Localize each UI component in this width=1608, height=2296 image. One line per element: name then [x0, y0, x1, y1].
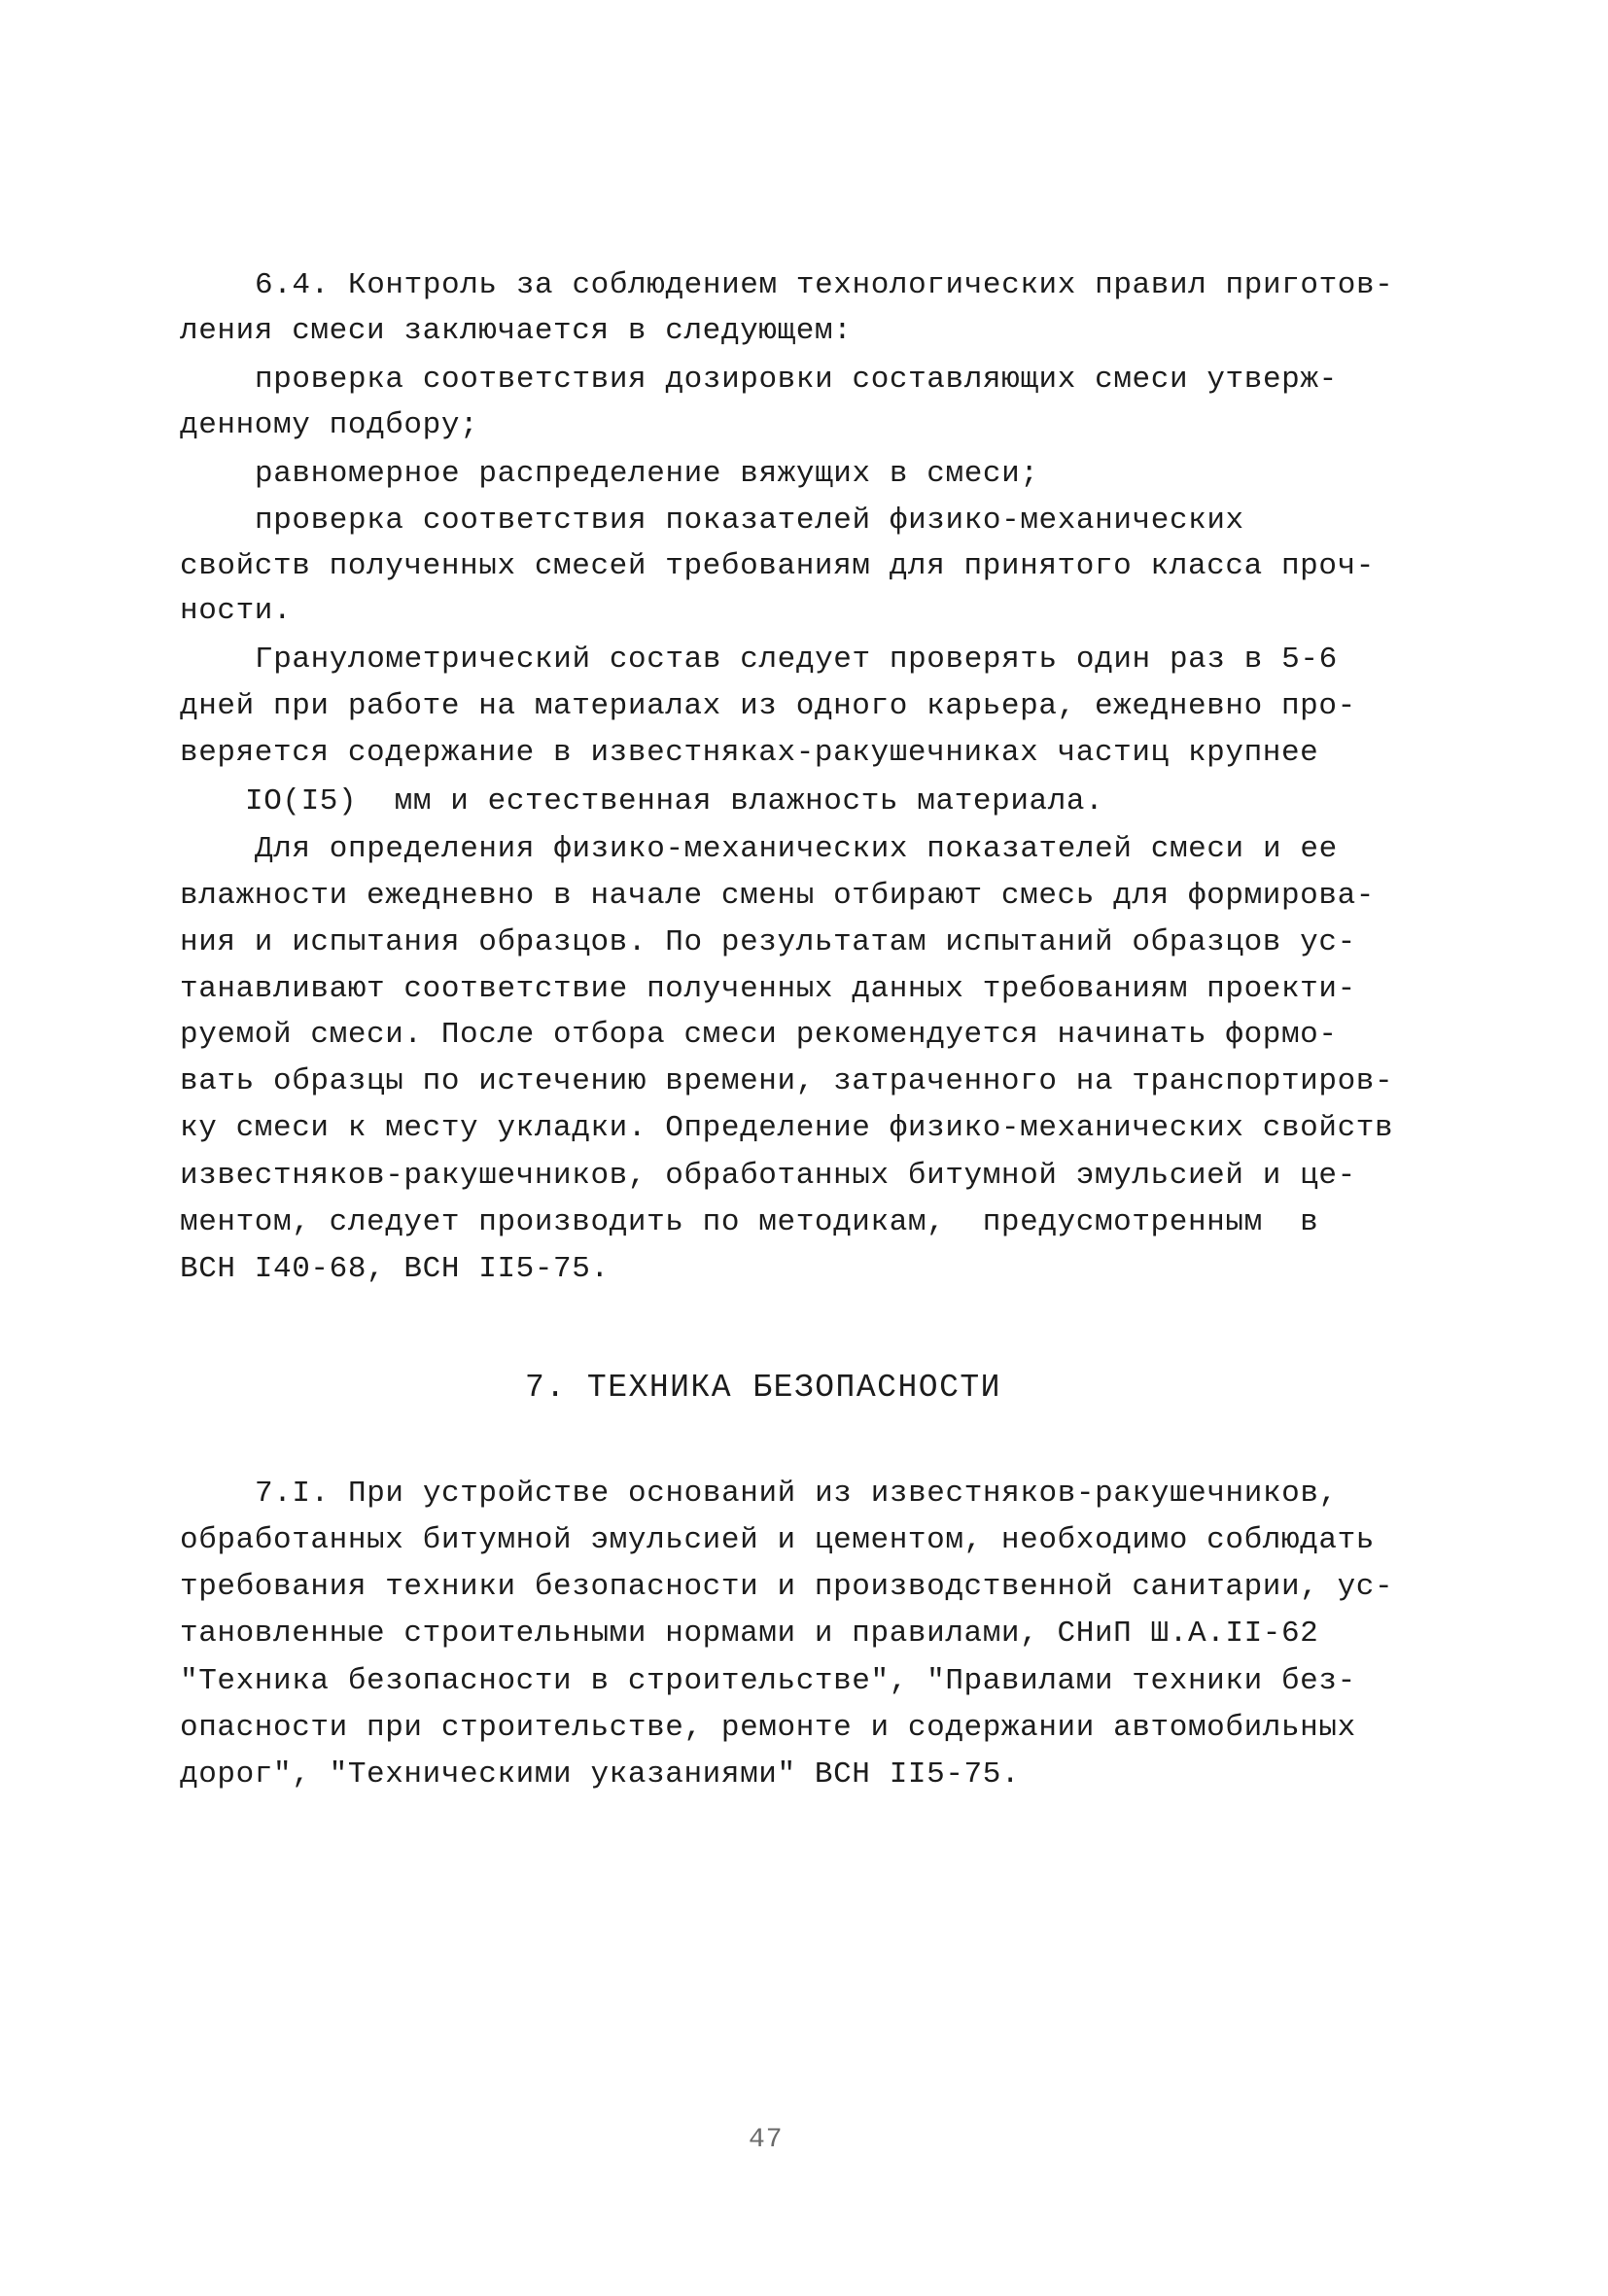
paragraph-line: ку смеси к месту укладки. Определение физико-механических свойств [180, 1111, 1394, 1145]
paragraph-line: ментом, следует производить по методикам, предусмотренным в [180, 1205, 1319, 1239]
paragraph-7-1-line: 7.I. При устройстве оснований из известняков-ракушечников, [255, 1477, 1338, 1511]
list-item-line: ности. [180, 594, 293, 628]
section-heading: 7. ТЕХНИКА БЕЗОПАСНОСТИ [525, 1370, 1001, 1406]
list-item-line: проверка соответствия показателей физико-механических [255, 504, 1244, 538]
list-item-line: равномерное распределение вяжущих в смеси; [255, 457, 1039, 491]
paragraph-line: влажности ежедневно в начале смены отбирают смесь для формирова- [180, 879, 1375, 913]
paragraph-7-1-line: требования техники безопасности и производственной санитарии, ус- [180, 1570, 1394, 1604]
paragraph-6-4-line: ления смеси заключается в следующем: [180, 314, 853, 348]
paragraph-line: вать образцы по истечению времени, затраченного на транспортиров- [180, 1064, 1394, 1098]
list-item-line: свойств полученных смесей требованиям для принятого класса проч- [180, 549, 1375, 583]
paragraph-line: ния и испытания образцов. По результатам испытаний образцов ус- [180, 925, 1356, 959]
page-number: 47 [749, 2125, 784, 2155]
paragraph-line: Гранулометрический состав следует проверять один раз в 5-6 [255, 643, 1338, 677]
list-item-line: проверка соответствия дозировки составляющих смеси утверж- [255, 363, 1338, 397]
paragraph-line: дней при работе на материалах из одного карьера, ежедневно про- [180, 689, 1356, 723]
paragraph-6-4-line: 6.4. Контроль за соблюдением технологических правил приготов- [255, 268, 1394, 302]
paragraph-7-1-line: "Техника безопасности в строительстве", "Правилами техники без- [180, 1664, 1356, 1698]
paragraph-7-1-line: дорог", "Техническими указаниями" ВСН II5-75. [180, 1757, 1021, 1792]
paragraph-7-1-line: тановленные строительными нормами и правилами, СНиП Ш.А.II-62 [180, 1617, 1319, 1651]
paragraph-line: руемой смеси. После отбора смеси рекомендуется начинать формо- [180, 1018, 1338, 1052]
paragraph-line: танавливают соответствие полученных данных требованиям проекти- [180, 972, 1356, 1006]
paragraph-line: веряется содержание в известняках-ракушечниках частиц крупнее [180, 736, 1319, 770]
paragraph-line: известняков-ракушечников, обработанных битумной эмульсией и це- [180, 1159, 1356, 1193]
paragraph-7-1-line: обработанных битумной эмульсией и цементом, необходимо соблюдать [180, 1523, 1375, 1557]
paragraph-7-1-line: опасности при строительстве, ремонте и содержании автомобильных [180, 1711, 1356, 1745]
paragraph-line: IO(I5) мм и естественная влажность материала. [245, 784, 1104, 818]
paragraph-line: Для определения физико-механических показателей смеси и ее [255, 832, 1338, 866]
list-item-line: денному подбору; [180, 408, 479, 442]
paragraph-line: ВСН I40-68, ВСН II5-75. [180, 1252, 610, 1286]
